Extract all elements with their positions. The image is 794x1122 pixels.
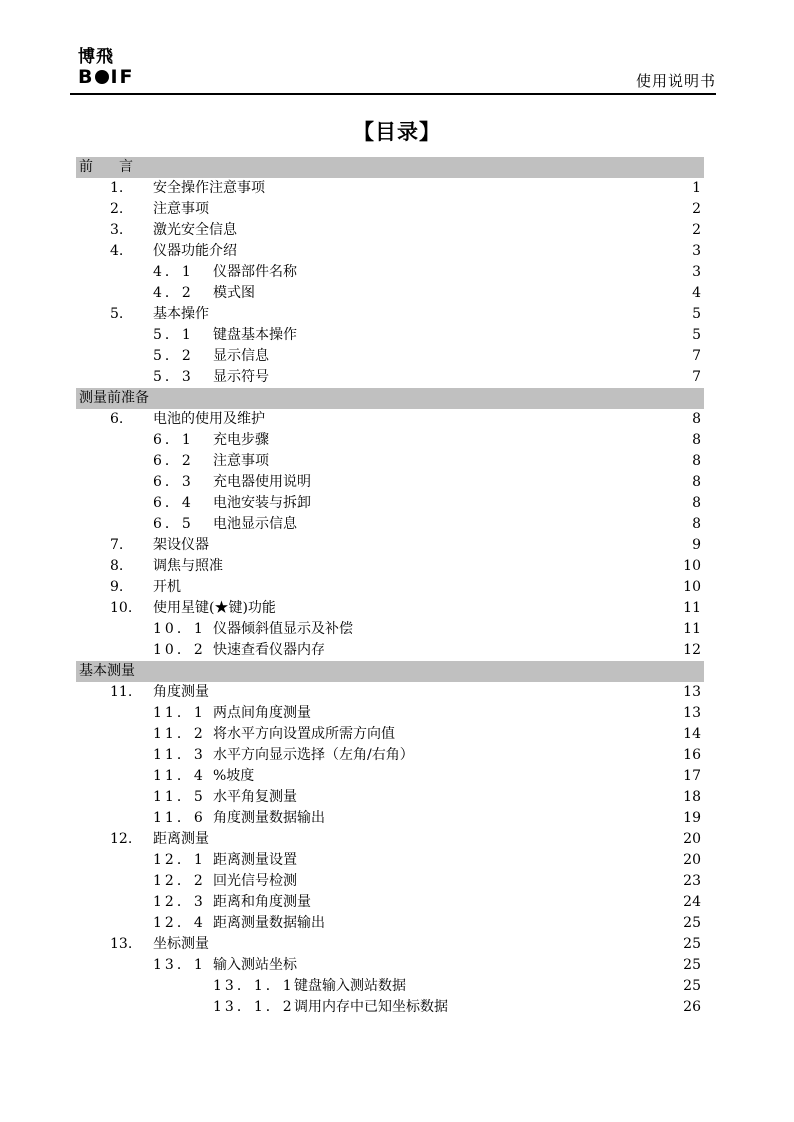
toc-entry-number: 8. xyxy=(110,558,124,574)
toc-entry[interactable] xyxy=(76,640,704,661)
toc-entry-page-number: 1 xyxy=(692,180,701,196)
toc-entry[interactable] xyxy=(76,493,704,514)
toc-entry-page-number: 8 xyxy=(692,411,701,427)
toc-entry[interactable] xyxy=(76,472,704,493)
toc-entry-number: 3. xyxy=(110,222,124,238)
toc-entry-page-number: 10 xyxy=(683,579,701,595)
toc-entry-number: 6．3 xyxy=(153,474,194,490)
logo-english-text xyxy=(78,67,135,87)
toc-entry[interactable] xyxy=(76,430,704,451)
toc-entry-page-number: 8 xyxy=(692,495,701,511)
toc-entry-page-number: 7 xyxy=(692,348,701,364)
toc-entry-number: 11．5 xyxy=(153,789,206,805)
table-of-contents xyxy=(76,157,704,1018)
toc-entry-label: 仪器功能介绍 xyxy=(153,243,237,259)
toc-entry-page-number: 2 xyxy=(692,201,701,217)
toc-entry-label: 将水平方向设置成所需方向值 xyxy=(213,726,395,742)
toc-entry-label: 基本操作 xyxy=(153,306,209,322)
toc-entry-page-number: 3 xyxy=(692,264,701,280)
toc-entry-label: 显示信息 xyxy=(213,348,269,364)
toc-entry-label: 模式图 xyxy=(213,285,255,301)
toc-entry-number: 9. xyxy=(110,579,124,595)
toc-entry-label: 架设仪器 xyxy=(153,537,209,553)
toc-entry[interactable] xyxy=(76,451,704,472)
toc-entry-number: 5. xyxy=(110,306,124,322)
boif-logo xyxy=(78,48,135,87)
toc-entry[interactable] xyxy=(76,199,704,220)
header-divider xyxy=(70,93,716,95)
toc-entry-number: 4．2 xyxy=(153,285,194,301)
toc-entry[interactable] xyxy=(76,766,704,787)
logo-circle-icon xyxy=(95,70,109,84)
section-title: 基本测量 xyxy=(79,663,135,679)
toc-entry-page-number: 4 xyxy=(692,285,701,301)
toc-entry-label: 注意事项 xyxy=(153,201,209,217)
toc-entry-page-number: 24 xyxy=(683,894,701,910)
toc-entry[interactable] xyxy=(76,955,704,976)
toc-entry-label: 充电步骤 xyxy=(213,432,269,448)
document-title: 使用说明书 xyxy=(635,72,716,90)
toc-entry-page-number: 13 xyxy=(683,684,701,700)
toc-entry-number: 6. xyxy=(110,411,124,427)
toc-entry-number: 10. xyxy=(110,600,133,616)
toc-entry-number: 5．1 xyxy=(153,327,194,343)
toc-entry-number: 13．1．1 xyxy=(213,978,295,994)
toc-entry[interactable] xyxy=(76,241,704,262)
toc-entry-label: 键盘输入测站数据 xyxy=(294,978,406,994)
toc-entry-page-number: 3 xyxy=(692,243,701,259)
toc-entry-number: 6．2 xyxy=(153,453,194,469)
toc-entry-number: 4．1 xyxy=(153,264,194,280)
toc-entry-label: 电池安装与拆卸 xyxy=(213,495,311,511)
toc-entry[interactable] xyxy=(76,829,704,850)
toc-entry-page-number: 11 xyxy=(683,600,701,616)
toc-entry-page-number: 13 xyxy=(683,705,701,721)
toc-entry-number: 4. xyxy=(110,243,124,259)
toc-entry-number: 11．3 xyxy=(153,747,206,763)
toc-entry-page-number: 12 xyxy=(683,642,701,658)
toc-entry-label: 距离测量数据输出 xyxy=(213,915,325,931)
toc-entry-number: 11．6 xyxy=(153,810,206,826)
logo-letter-b: B xyxy=(78,66,95,88)
toc-entry-label: 距离测量 xyxy=(153,831,209,847)
toc-entry-label: 注意事项 xyxy=(213,453,269,469)
toc-entry[interactable] xyxy=(76,325,704,346)
toc-section-header[interactable] xyxy=(76,388,704,409)
toc-entry[interactable] xyxy=(76,871,704,892)
toc-entry-page-number: 8 xyxy=(692,432,701,448)
toc-entry[interactable] xyxy=(76,976,704,997)
toc-entry-label: 两点间角度测量 xyxy=(213,705,311,721)
toc-entry-page-number: 19 xyxy=(683,810,701,826)
toc-entry-label: 角度测量数据输出 xyxy=(213,810,325,826)
toc-entry-label: 激光安全信息 xyxy=(153,222,237,238)
toc-entry[interactable] xyxy=(76,934,704,955)
toc-entry-page-number: 8 xyxy=(692,516,701,532)
toc-entry-page-number: 5 xyxy=(692,327,701,343)
toc-entry-number: 12．3 xyxy=(153,894,206,910)
toc-entry-number: 1. xyxy=(110,180,124,196)
toc-entry-label: 显示符号 xyxy=(213,369,269,385)
toc-entry-label: 调焦与照准 xyxy=(153,558,223,574)
toc-entry[interactable] xyxy=(76,535,704,556)
toc-entry-label: 坐标测量 xyxy=(153,936,209,952)
toc-entry-number: 13．1 xyxy=(153,957,206,973)
section-title: 前言 xyxy=(79,159,159,175)
toc-entry-number: 10．2 xyxy=(153,642,206,658)
toc-entry[interactable] xyxy=(76,346,704,367)
toc-entry[interactable] xyxy=(76,745,704,766)
toc-entry[interactable] xyxy=(76,220,704,241)
toc-entry-page-number: 11 xyxy=(683,621,701,637)
toc-entry[interactable] xyxy=(76,598,704,619)
toc-entry-label: 调用内存中已知坐标数据 xyxy=(294,999,448,1015)
toc-entry-number: 12. xyxy=(110,831,133,847)
toc-entry-page-number: 14 xyxy=(683,726,701,742)
toc-entry-page-number: 25 xyxy=(683,915,701,931)
toc-entry-label: 电池的使用及维护 xyxy=(153,411,265,427)
toc-entry[interactable] xyxy=(76,787,704,808)
toc-entry-label: %坡度 xyxy=(213,768,255,784)
toc-entry-number: 6．4 xyxy=(153,495,194,511)
toc-entry-page-number: 20 xyxy=(683,852,701,868)
toc-entry[interactable] xyxy=(76,262,704,283)
toc-entry-label: 角度测量 xyxy=(153,684,209,700)
toc-entry-number: 11．2 xyxy=(153,726,206,742)
toc-entry-page-number: 2 xyxy=(692,222,701,238)
toc-entry-number: 2. xyxy=(110,201,124,217)
toc-entry[interactable] xyxy=(76,703,704,724)
toc-entry-number: 6．5 xyxy=(153,516,194,532)
toc-entry[interactable] xyxy=(76,913,704,934)
toc-entry[interactable] xyxy=(76,367,704,388)
toc-entry-number: 6．1 xyxy=(153,432,194,448)
toc-entry-number: 12．1 xyxy=(153,852,206,868)
toc-entry[interactable] xyxy=(76,514,704,535)
toc-entry-page-number: 26 xyxy=(683,999,701,1015)
toc-entry[interactable] xyxy=(76,724,704,745)
toc-entry-page-number: 25 xyxy=(683,936,701,952)
toc-entry-number: 10．1 xyxy=(153,621,206,637)
toc-entry[interactable] xyxy=(76,409,704,430)
toc-entry-page-number: 9 xyxy=(692,537,701,553)
toc-entry-label: 充电器使用说明 xyxy=(213,474,311,490)
toc-entry-label: 使用星键(★键)功能 xyxy=(153,600,276,616)
toc-entry-page-number: 8 xyxy=(692,453,701,469)
toc-entry-label: 水平方向显示选择（左角/右角） xyxy=(213,747,414,763)
toc-entry[interactable] xyxy=(76,997,704,1018)
toc-entry-label: 水平角复测量 xyxy=(213,789,297,805)
toc-entry-label: 距离测量设置 xyxy=(213,852,297,868)
toc-entry[interactable] xyxy=(76,682,704,703)
toc-entry-number: 11．1 xyxy=(153,705,206,721)
toc-entry-page-number: 10 xyxy=(683,558,701,574)
logo-letters-if: IF xyxy=(110,66,135,88)
toc-entry-label: 键盘基本操作 xyxy=(213,327,297,343)
page-header xyxy=(70,48,716,96)
toc-entry-label: 仪器部件名称 xyxy=(213,264,297,280)
toc-entry-page-number: 25 xyxy=(683,957,701,973)
toc-section-header[interactable] xyxy=(76,157,704,178)
toc-entry-number: 7. xyxy=(110,537,124,553)
toc-entry-number: 13. xyxy=(110,936,133,952)
toc-entry-page-number: 17 xyxy=(683,768,701,784)
section-title: 测量前准备 xyxy=(79,390,149,406)
toc-entry-page-number: 16 xyxy=(683,747,701,763)
toc-entry-label: 输入测站坐标 xyxy=(213,957,297,973)
toc-entry-number: 12．2 xyxy=(153,873,206,889)
toc-entry-number: 5．3 xyxy=(153,369,194,385)
toc-entry-number: 12．4 xyxy=(153,915,206,931)
toc-entry-page-number: 23 xyxy=(683,873,701,889)
toc-entry-label: 快速查看仪器内存 xyxy=(213,642,325,658)
toc-entry[interactable] xyxy=(76,304,704,325)
toc-entry[interactable] xyxy=(76,577,704,598)
toc-entry-number: 11. xyxy=(110,684,133,700)
toc-entry-number: 11．4 xyxy=(153,768,206,784)
toc-entry[interactable] xyxy=(76,283,704,304)
toc-entry-number: 5．2 xyxy=(153,348,194,364)
toc-entry[interactable] xyxy=(76,850,704,871)
toc-entry-number: 13．1．2 xyxy=(213,999,295,1015)
toc-entry[interactable] xyxy=(76,178,704,199)
toc-entry-page-number: 25 xyxy=(683,978,701,994)
toc-entry-page-number: 7 xyxy=(692,369,701,385)
toc-entry[interactable] xyxy=(76,619,704,640)
toc-entry-label: 安全操作注意事项 xyxy=(153,180,265,196)
logo-chinese-text: 博飛 xyxy=(78,47,114,67)
toc-entry-label: 仪器倾斜值显示及补偿 xyxy=(213,621,353,637)
toc-entry-page-number: 20 xyxy=(683,831,701,847)
toc-section-header[interactable] xyxy=(76,661,704,682)
toc-entry-label: 开机 xyxy=(153,579,181,595)
toc-heading: 【目录】 xyxy=(353,119,441,144)
toc-entry[interactable] xyxy=(76,556,704,577)
toc-entry-label: 回光信号检测 xyxy=(213,873,297,889)
toc-entry-page-number: 8 xyxy=(692,474,701,490)
toc-entry-label: 距离和角度测量 xyxy=(213,894,311,910)
toc-entry[interactable] xyxy=(76,808,704,829)
toc-entry-label: 电池显示信息 xyxy=(213,516,297,532)
toc-entry-page-number: 18 xyxy=(683,789,701,805)
toc-entry-page-number: 5 xyxy=(692,306,701,322)
toc-entry[interactable] xyxy=(76,892,704,913)
